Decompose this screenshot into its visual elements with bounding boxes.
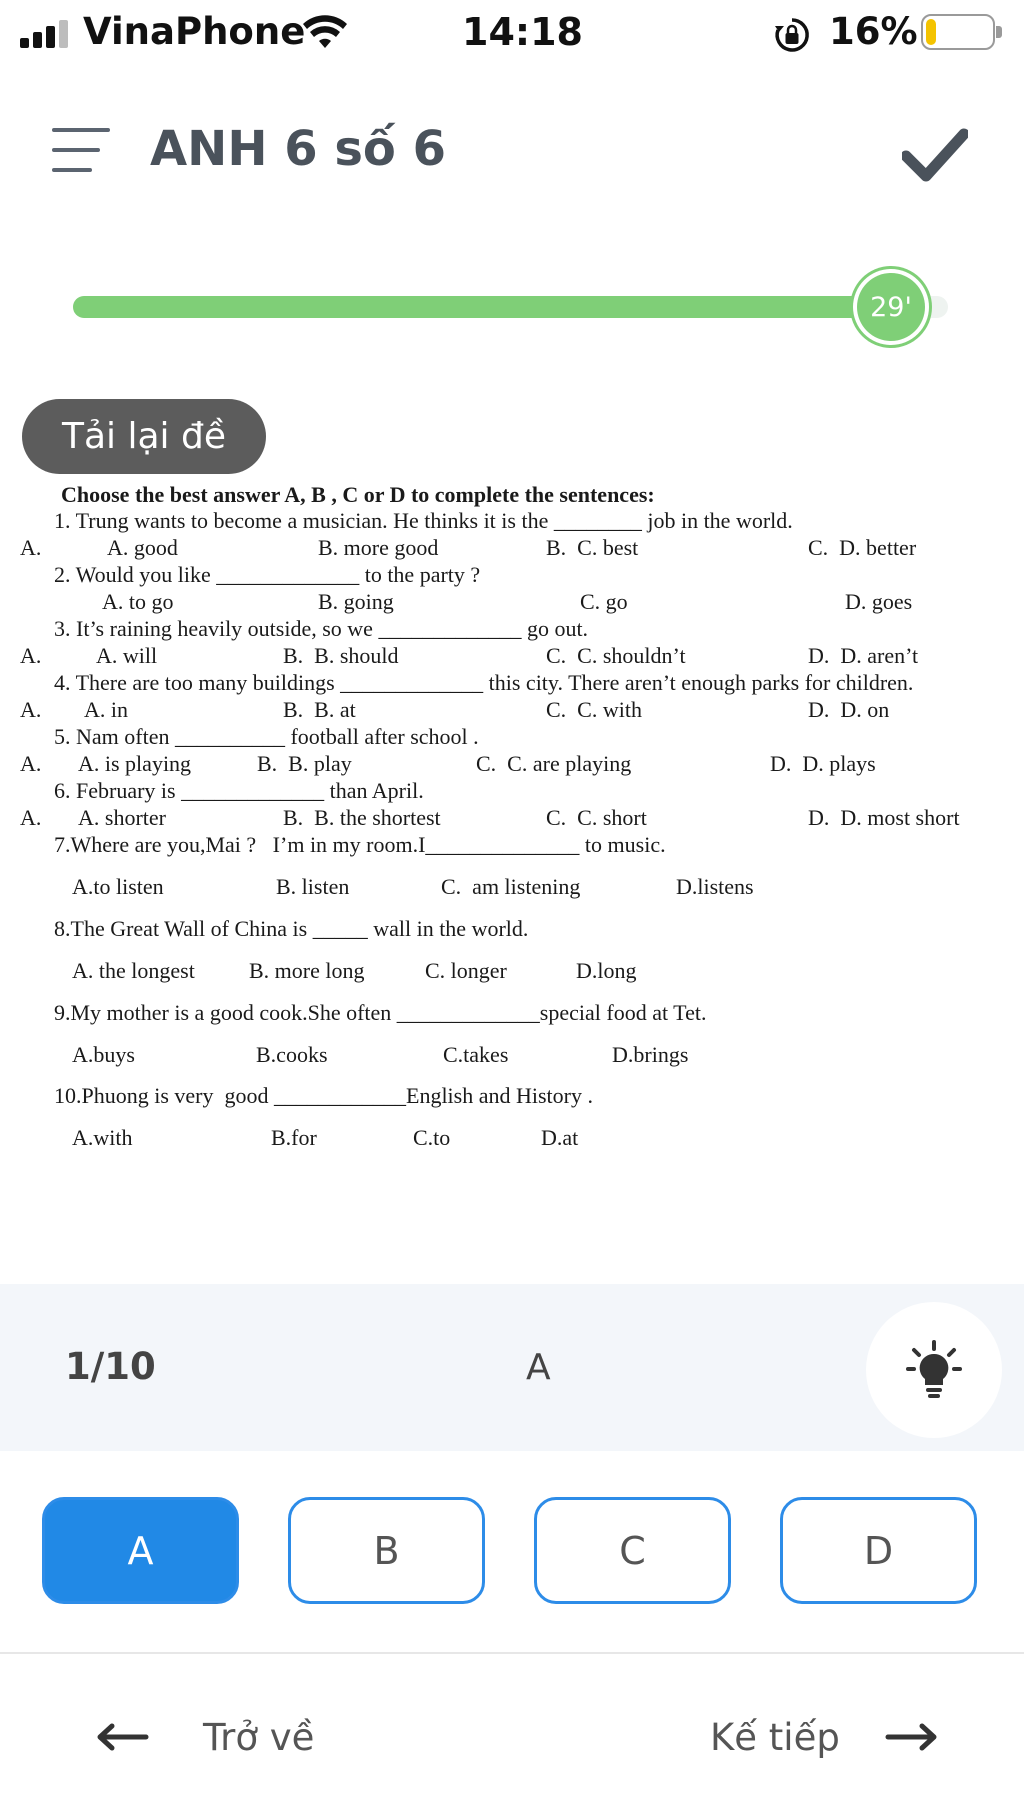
- question-2-option-b: B. going: [318, 589, 394, 614]
- doc-text: A.: [20, 697, 42, 722]
- question-1: 1. Trung wants to become a musician. He thinks it is the ________ job in the world.: [54, 508, 793, 533]
- question-2-option-c: C. go: [580, 589, 628, 614]
- current-answer: A: [526, 1347, 551, 1388]
- question-6-option-b: B. B. the shortest: [283, 805, 441, 830]
- timer-knob[interactable]: [857, 273, 925, 341]
- page-title: ANH 6 số 6: [150, 121, 446, 177]
- battery-icon: [921, 14, 995, 50]
- doc-text: A.: [20, 751, 42, 776]
- arrow-right-icon: [884, 1722, 938, 1752]
- question-7: 7.Where are you,Mai ? I’m in my room.I______________ to music.: [54, 832, 666, 857]
- option-b-button[interactable]: B: [288, 1497, 485, 1604]
- question-4-option-d: D. D. on: [808, 697, 890, 722]
- question-8-option-a: A. the longest: [72, 958, 195, 983]
- status-bar: [0, 0, 1024, 66]
- question-3-option-d: D. D. aren’t: [808, 643, 919, 668]
- question-7-option-a: A.to listen: [72, 874, 164, 899]
- question-4-option-a: A. in: [84, 697, 128, 722]
- arrow-left-icon: [96, 1722, 150, 1752]
- question-5-option-d: D. D. plays: [770, 751, 876, 776]
- question-4-option-c: C. C. with: [546, 697, 642, 722]
- question-10-option-a: A.with: [72, 1125, 133, 1150]
- next-label: Kế tiếp: [710, 1715, 840, 1759]
- question-9-option-a: A.buys: [72, 1042, 135, 1067]
- battery-level: [926, 19, 936, 45]
- reload-exam-button[interactable]: Tải lại đề: [22, 399, 266, 474]
- question-1-option-d: C. D. better: [808, 535, 917, 560]
- question-2-option-d: D. goes: [845, 589, 913, 614]
- question-3-option-a: A. will: [96, 643, 158, 668]
- question-counter: 1/10: [65, 1345, 156, 1388]
- question-9-option-b: B.cooks: [256, 1042, 328, 1067]
- option-a-button[interactable]: A: [42, 1497, 239, 1604]
- question-1-option-b: B. more good: [318, 535, 439, 560]
- lightbulb-icon: [906, 1340, 962, 1400]
- question-8: 8.The Great Wall of China is _____ wall in the world.: [54, 916, 529, 941]
- question-9: 9.My mother is a good cook.She often _____________special food at Tet.: [54, 1000, 707, 1025]
- question-5-option-a: A. is playing: [78, 751, 192, 776]
- question-6-option-a: A. shorter: [78, 805, 166, 830]
- question-5-option-c: C. C. are playing: [476, 751, 632, 776]
- question-10-option-b: B.for: [271, 1125, 317, 1150]
- question-8-option-d: D.long: [576, 958, 637, 983]
- question-2-option-a: A. to go: [102, 589, 174, 614]
- divider: [0, 1652, 1024, 1654]
- hamburger-menu-icon[interactable]: [52, 128, 110, 174]
- orientation-lock-icon: [773, 16, 811, 54]
- battery-percent: 16%: [829, 10, 918, 53]
- question-1-option-a: A. good: [107, 535, 178, 560]
- question-6-option-d: D. D. most short: [808, 805, 960, 830]
- checkmark-icon[interactable]: [902, 126, 968, 182]
- timer-progress-track: [73, 296, 948, 318]
- hint-button[interactable]: [866, 1302, 1002, 1438]
- question-2: 2. Would you like _____________ to the party ?: [54, 562, 481, 587]
- question-7-option-d: D.listens: [676, 874, 754, 899]
- question-10-option-d: D.at: [541, 1125, 579, 1150]
- question-4-option-b: B. B. at: [283, 697, 356, 722]
- timer-progress-fill: [73, 296, 931, 318]
- doc-text: A.: [20, 805, 42, 830]
- question-3-option-b: B. B. should: [283, 643, 399, 668]
- question-1-option-c: B. C. best: [546, 535, 639, 560]
- doc-instruction: Choose the best answer A, B , C or D to complete the sentences:: [61, 482, 655, 507]
- carrier-name: VinaPhone: [83, 10, 306, 53]
- question-5: 5. Nam often __________ football after school .: [54, 724, 479, 749]
- doc-text: A.: [20, 535, 42, 560]
- question-6: 6. February is _____________ than April.: [54, 778, 424, 803]
- question-5-option-b: B. B. play: [257, 751, 352, 776]
- option-d-button[interactable]: D: [780, 1497, 977, 1604]
- option-c-button[interactable]: C: [534, 1497, 731, 1604]
- signal-bars-icon: [20, 20, 72, 48]
- doc-text: A.: [20, 643, 42, 668]
- question-8-option-c: C. longer: [425, 958, 507, 983]
- question-3: 3. It’s raining heavily outside, so we _____________ go out.: [54, 616, 589, 641]
- next-button[interactable]: [710, 1712, 938, 1762]
- question-10: 10.Phuong is very good ____________English and History .: [54, 1083, 593, 1108]
- question-3-option-c: C. C. shouldn’t: [546, 643, 686, 668]
- back-button[interactable]: [96, 1712, 314, 1762]
- status-time: 14:18: [462, 10, 583, 54]
- question-7-option-b: B. listen: [276, 874, 350, 899]
- question-8-option-b: B. more long: [249, 958, 365, 983]
- timer-label: 29': [870, 291, 912, 323]
- question-10-option-c: C.to: [413, 1125, 451, 1150]
- question-9-option-d: D.brings: [612, 1042, 689, 1067]
- question-6-option-c: C. C. short: [546, 805, 647, 830]
- wifi-icon: [302, 14, 348, 52]
- back-label: Trở về: [203, 1715, 315, 1759]
- question-4: 4. There are too many buildings _____________ this city. There aren’t enough parks for children.: [54, 670, 914, 695]
- question-7-option-c: C. am listening: [441, 874, 581, 899]
- question-9-option-c: C.takes: [443, 1042, 509, 1067]
